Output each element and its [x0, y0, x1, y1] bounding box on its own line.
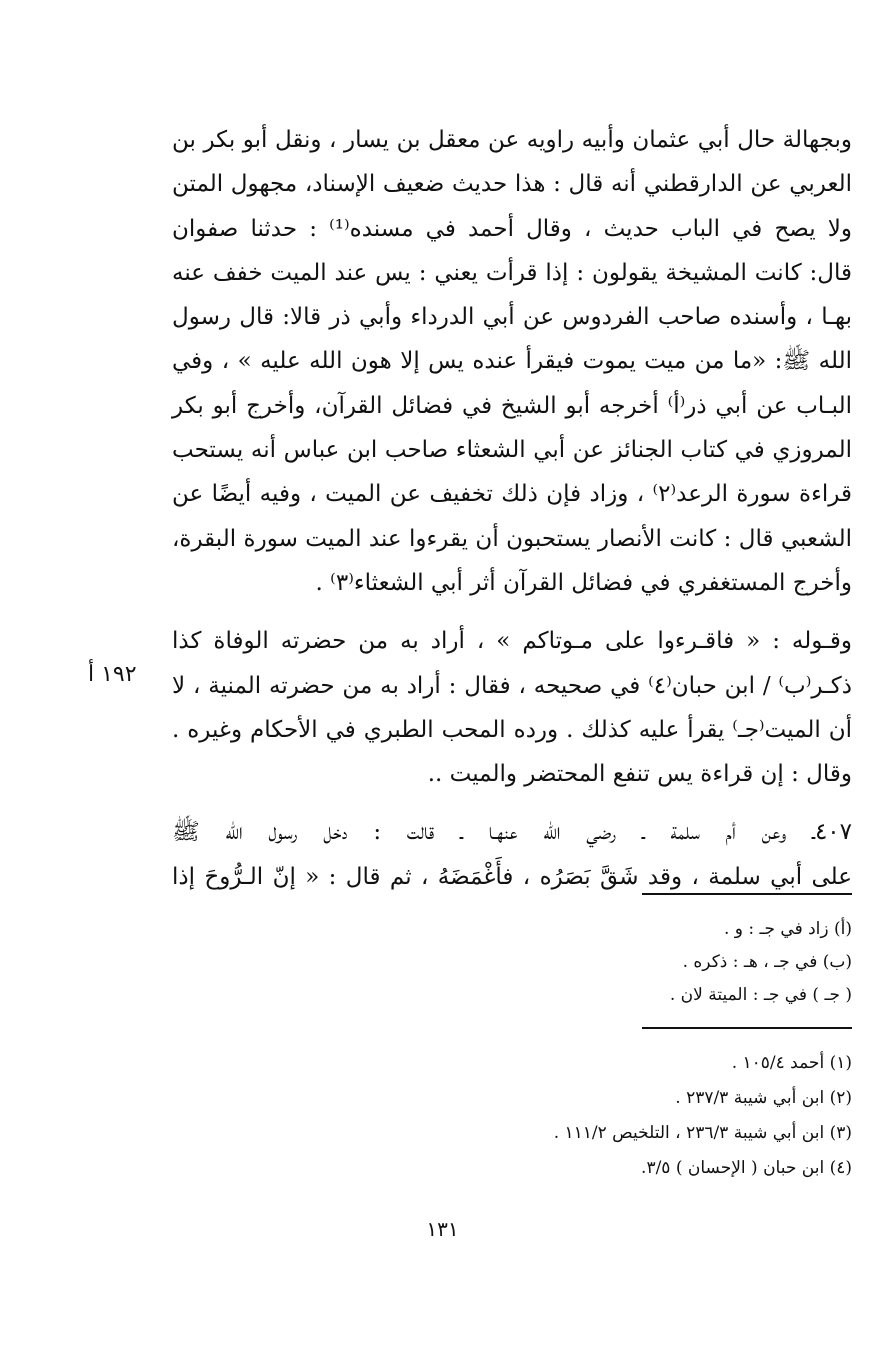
manuscript-folio-marker: ١٩٢ أ	[88, 662, 137, 687]
footnotes	[554, 1046, 852, 1186]
footnote: (٤) ابن حبان ( الإحسان ) ٣/٥.	[641, 1158, 852, 1178]
text-line: بهـا ، وأسنده صاحب الفردوس عن أبي الدرداء وأبي ذر قالا: قال رسول	[172, 304, 852, 331]
variant-note: (ب) في جـ ، هـ : ذكره .	[682, 952, 852, 972]
text-line: قراءة سورة الرعد⁽٢⁾ ، وزاد فإن ذلك تخفيف عن الميت ، وفيه أيضًا عن	[172, 481, 852, 508]
footnote: (١) أحمد ١٠٥/٤ .	[731, 1053, 852, 1073]
footnote: (٢) ابن أبي شيبة ٢٣٧/٣ .	[675, 1088, 852, 1108]
footnotes-divider	[642, 1027, 852, 1029]
text-line: المروزي في كتاب الجنائز عن أبي الشعثاء صاحب ابن عباس أنه يستحب	[172, 437, 852, 464]
paragraph	[172, 118, 852, 605]
text-line: العربي عن الدارقطني أنه قال : هذا حديث ضعيف الإسناد، مجهول المتن	[172, 171, 852, 198]
paragraph	[172, 810, 852, 899]
text-line: ولا يصح في الباب حديث ، وقال أحمد في مسنده⁽¹⁾ : حدثنا صفوان	[172, 215, 852, 242]
text-line: وبجهالة حال أبي عثمان وأبيه راويه عن معقل بن يسار ، ونقل أبو بكر بن	[172, 127, 852, 153]
text-line: قال: كانت المشيخة يقولون : إذا قرأت يعني : يس عند الميت خفف عنه	[172, 259, 852, 286]
paragraph	[172, 619, 852, 796]
variant-notes-divider	[642, 893, 852, 895]
variant-note: ( جـ ) في جـ : الميتة لان .	[669, 985, 852, 1005]
text-line: البـاب عن أبي ذر⁽أ⁾ أخرجه أبو الشيخ في فضائل القرآن، وأخرج أبو بكر	[172, 392, 852, 419]
variant-notes	[670, 913, 852, 1012]
main-text	[172, 118, 852, 899]
paragraph-gap	[172, 605, 852, 619]
text-line: وقال : إن قراءة يس تنفع المحتضر والميت ..	[427, 761, 852, 788]
text-line: وقـوله : « فاقـرءوا على مـوتاكم » ، أراد به من حضرته الوفاة كذا	[172, 628, 852, 655]
text-line: أن الميت⁽جـ⁾ يقرأ عليه كذلك . ورده المحب الطبري في الأحكام وغيره .	[172, 716, 852, 743]
text-line: ذكـر⁽ب⁾ / ابن حبان⁽٤⁾ في صحيحه ، فقال : أراد به من حضرته المنية ، لا	[172, 672, 852, 699]
text-line: الله ﷺ: «ما من ميت يموت فيقرأ عنده يس إلا هون الله عليه » ، وفي	[172, 348, 852, 375]
text-line: على أبي سلمة ، وقد شَقَّ بَصَرُه ، فأَغْمَضَهُ ، ثم قال : « إنّ الـرُّوحَ إذا	[172, 863, 852, 890]
text-line: ٤٠٧ـ وعن أم سلمة ـ رضي الله عنهـا ـ قالت : دخل رسول الله ﷺ	[172, 819, 852, 846]
variant-note: (أ) زاد في جـ : و .	[723, 919, 852, 939]
paragraph-gap	[172, 796, 852, 810]
footnote: (٣) ابن أبي شيبة ٢٣٦/٣ ، التلخيص ١١١/٢ .	[553, 1123, 852, 1143]
text-line: وأخرج المستغفري في فضائل القرآن أثر أبي الشعثاء⁽٣⁾ .	[315, 569, 852, 596]
text-line: الشعبي قال : كانت الأنصار يستحبون أن يقرءوا عند الميت سورة البقرة،	[172, 525, 852, 552]
page-number: ١٣١	[426, 1217, 459, 1241]
